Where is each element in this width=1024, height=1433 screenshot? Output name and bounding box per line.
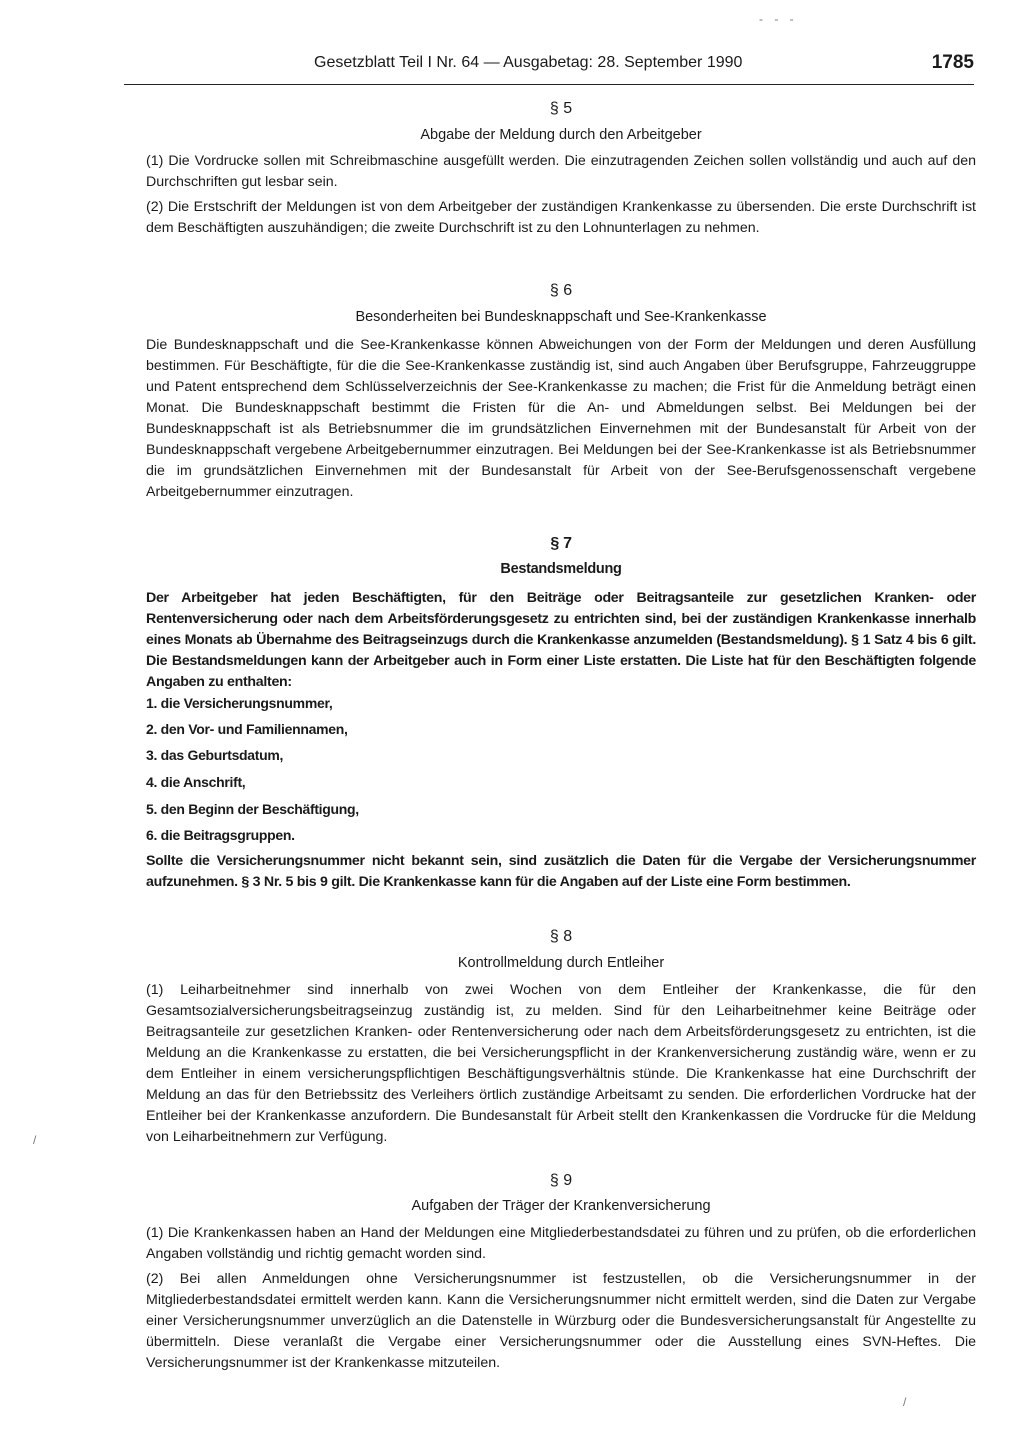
section-title: Bestandsmeldung <box>500 561 622 577</box>
list-item: 1. die Versicherungsnummer, <box>146 695 333 711</box>
page-header <box>124 52 974 85</box>
list-item: 4. die Anschrift, <box>146 774 246 790</box>
section-number: § 9 <box>549 1172 573 1189</box>
paragraph: (2) Bei allen Anmeldungen ohne Versicherungsnummer ist festzustellen, ob die Versicherungsnummer in der Mitgliederbestandsdatei ermittelt werden kann. Kann die Versicherungsnummer nicht ermittelt werden, sind die Daten zur Vergabe einer Versicherungsnummer unverzüglich an die Datenstelle in Würzburg oder die Bundesversicherungsanstalt für Angestellte zu übermitteln. Diese veranlaßt die Vergabe einer Versicherungsnummer oder die Ausstellung eines SVN-Heftes. Die Versicherungsnummer ist der Krankenkasse mitzuteilen. <box>146 1271 976 1371</box>
section-number: § 8 <box>549 928 573 945</box>
section-number: § 5 <box>549 100 573 117</box>
scan-speck: - - - <box>759 12 798 26</box>
section-number: § 7 <box>550 535 572 552</box>
paragraph: Sollte die Versicherungsnummer nicht bekannt sein, sind zusätzlich die Daten für die Vergabe der Versicherungsnummer aufzunehmen. § 3 Nr. 5 bis 9 gilt. Die Krankenkasse kann für die Angaben auf der Liste eine Form bestimmen. <box>146 853 976 890</box>
list-item: 5. den Beginn der Beschäftigung, <box>146 801 359 817</box>
list-item: 3. das Geburtsdatum, <box>146 747 284 763</box>
header-title: Gesetzblatt Teil I Nr. 64 — Ausgabetag: 28. September 1990 <box>314 54 743 71</box>
paragraph: (1) Leiharbeitnehmer sind innerhalb von zwei Wochen von dem Entleiher der Krankenkasse, die für den Gesamtsozialversicherungsbeitragseinzug zuständig ist, zu melden. Sind für den Leiharbeitnehmer keine Beiträge oder Beitragsanteile zur gesetzlichen Kranken- oder Rentenversicherung oder nach dem Arbeitsförderungsgesetz zu entrichten, ist die Meldung an die Krankenkasse zu erstatten, die bei Versicherungspflicht in der Krankenversicherung zuständig wäre, wenn er zu dem Entleiher in einem versicherungspflichtigen Beschäftigungsverhältnis stünde. Die Krankenkasse hat eine Durchschrift der Meldung an das für den Betriebssitz des Verleihers örtlich zuständige Arbeitsamt zu senden. Die erforderlichen Vordrucke hat der Entleiher bei der Krankenkasse anzufordern. Die Bundesanstalt für Arbeit stellt den Krankenkassen die Vordrucke für die Meldung von Leiharbeitnehmern zur Verfügung. <box>146 982 976 1145</box>
scan-speck: / <box>33 1133 37 1147</box>
list-item: 6. die Beitragsgruppen. <box>146 827 295 843</box>
paragraph: (1) Die Vordrucke sollen mit Schreibmaschine ausgefüllt werden. Die einzutragenden Zeichen sollen vollständig und auch auf den Durchschriften gut lesbar sein. <box>146 153 976 190</box>
section-title: Besonderheiten bei Bundesknappschaft und See-Krankenkasse <box>355 309 767 325</box>
section-title: Abgabe der Meldung durch den Arbeitgeber <box>420 127 702 143</box>
section-number: § 6 <box>549 282 573 299</box>
paragraph: Die Bundesknappschaft und die See-Krankenkasse können Abweichungen von der Form der Meldungen und deren Ausfüllung bestimmen. Für Beschäftigte, für die die See-Krankenkasse zuständig ist, sind auch Angaben über Berufsgruppe, Fahrzeuggruppe und Patent entsprechend dem Schlüsselverzeichnis der See-Krankenkasse zu machen; die Frist für die Anmeldung beträgt einen Monat. Die Bundesknappschaft bestimmt die Fristen für die An- und Abmeldungen selbst. Bei Meldungen bei der Bundesknappschaft ist als Betriebsnummer die im grundsätzlichen Einvernehmen mit der Bundesanstalt für Arbeit von der Bundesknappschaft vergebene Arbeitgebernummer einzutragen. Bei Meldungen bei der See-Krankenkasse ist als Betriebsnummer die im grundsätzlichen Einvernehmen mit der Bundesanstalt für Arbeit von der See-Berufsgenossenschaft vergebene Arbeitgebernummer einzutragen. <box>146 337 976 500</box>
paragraph: (2) Die Erstschrift der Meldungen ist von dem Arbeitgeber der zuständigen Krankenkasse zu übersenden. Die erste Durchschrift ist dem Beschäftigten auszuhändigen; die zweite Durchschrift ist zu den Lohnunterlagen zu nehmen. <box>146 199 976 236</box>
scan-speck: / <box>903 1395 907 1409</box>
paragraph: Der Arbeitgeber hat jeden Beschäftigten, für den Beiträge oder Beitragsanteile zur gesetzlichen Kranken- oder Rentenversicherung oder nach dem Arbeitsförderungsgesetz zu entrichten sind, bei der zuständigen Krankenkasse innerhalb eines Monats ab Übernahme des Beitragseinzugs durch die Krankenkasse anzumelden (Bestandsmeldung). § 1 Satz 4 bis 6 gilt. Die Bestandsmeldungen kann der Arbeitgeber auch in Form einer Liste erstatten. Die Liste hat für den Beschäftigten folgende Angaben zu enthalten: <box>146 590 976 690</box>
list-item: 2. den Vor- und Familiennamen, <box>146 721 348 737</box>
page-number: 1785 <box>931 52 974 73</box>
section-title: Aufgaben der Träger der Krankenversicherung <box>411 1198 711 1214</box>
paragraph: (1) Die Krankenkassen haben an Hand der Meldungen eine Mitgliederbestandsdatei zu führen und zu prüfen, ob die erforderlichen Angaben vollständig und richtig gemacht worden sind. <box>146 1225 976 1262</box>
section-title: Kontrollmeldung durch Entleiher <box>457 955 665 971</box>
